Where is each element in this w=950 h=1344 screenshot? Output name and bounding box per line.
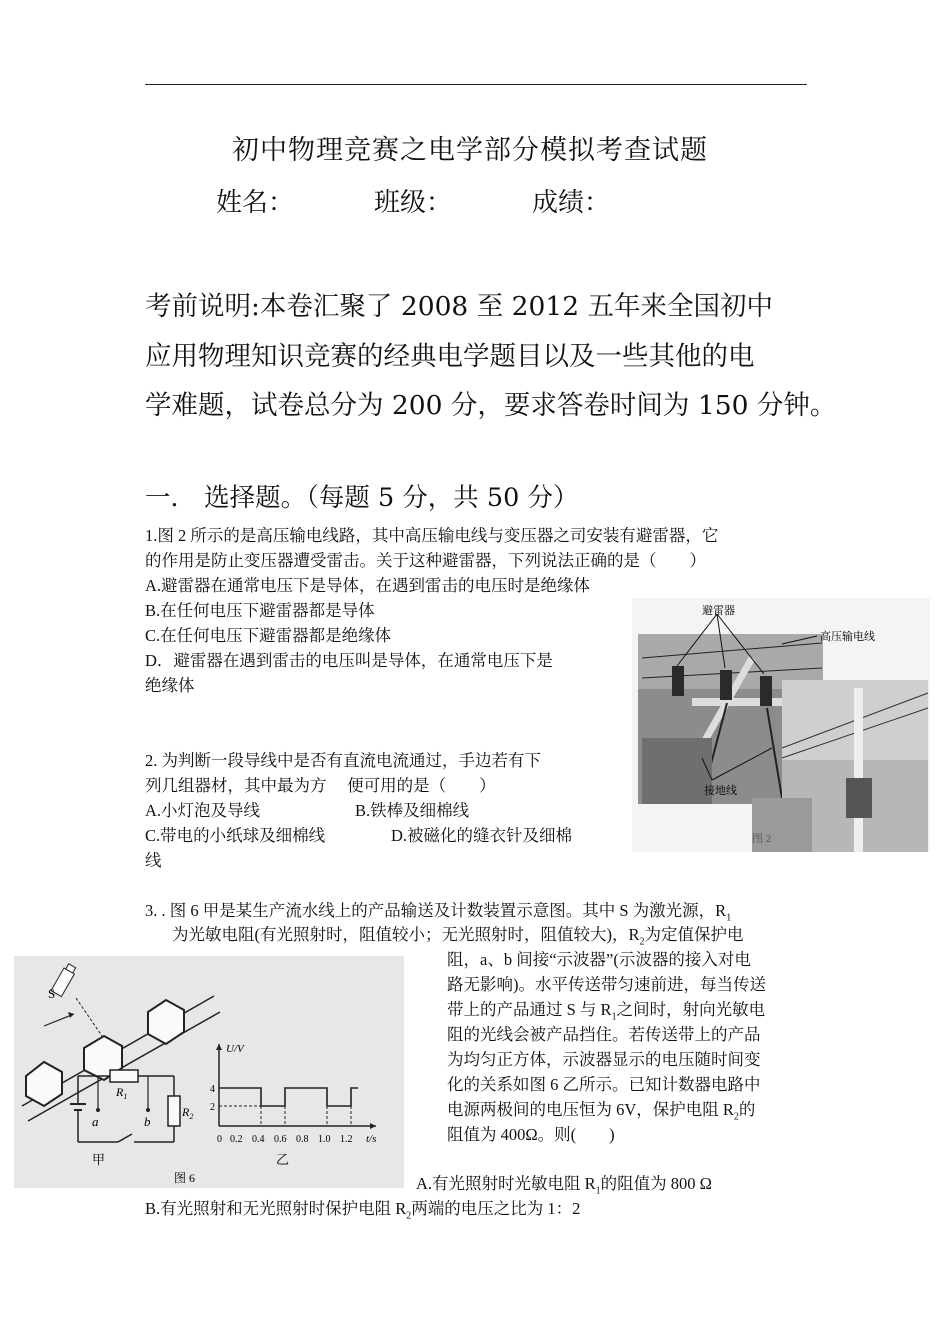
- q3-line-5: 带上的产品通过 S 与 $R_1$之间时，射向光敏电: [447, 1000, 766, 1023]
- y-tick-4: 4: [210, 1084, 215, 1095]
- intro-line-2: 应用物理知识竞赛的经典电学题目以及一些其他的电: [145, 341, 755, 372]
- q2-stem-1: 2. 为判断一段导线中是否有直流电流通过，手边若有下: [145, 751, 541, 770]
- q3-line-6: 阻的光线会被产品挡住。若传送带上的产品: [447, 1025, 761, 1044]
- q2-stem-2: 列几组器材，其中最为方 便可用的是（ ）: [145, 776, 496, 795]
- y-tick-2: 2: [210, 1102, 215, 1113]
- header-rule: [145, 84, 807, 85]
- q1-option-b: B.在任何电压下避雷器都是导体: [145, 601, 375, 620]
- intro-line-3: 学难题，试卷总分为 200 分，要求答卷时间为 150 分钟。: [145, 390, 837, 421]
- figure-6-caption: 图 6: [174, 1171, 196, 1185]
- x-tick-0-4: 0.4: [252, 1134, 265, 1145]
- page-title: 初中物理竞赛之电学部分模拟考查试题: [232, 135, 708, 166]
- x-tick-0-8: 0.8: [296, 1134, 309, 1145]
- x-tick-0-2: 0.2: [230, 1134, 243, 1145]
- label-r2: $R_2$: [182, 1105, 194, 1121]
- label-yi: 乙: [276, 1152, 290, 1167]
- q1-stem-1: 1.图 2 所示的是高压输电线路，其中高压输电线与变压器之司安装有避雷器，它: [145, 526, 719, 545]
- x-tick-1-0: 1.0: [318, 1134, 331, 1145]
- q3-line-7: 为均匀正方体，示波器显示的电压随时间变: [447, 1050, 761, 1069]
- label-jia: 甲: [92, 1152, 106, 1167]
- q3-option-a: A.有光照射时光敏电阻 $R_1$的阻值为 800 Ω: [416, 1174, 712, 1197]
- q1-option-d: D．避雷器在遇到雷击的电压叫是导体，在通常电压下是: [145, 651, 553, 670]
- x-tick-0-6: 0.6: [274, 1134, 287, 1145]
- figure-6: [14, 956, 404, 1188]
- label-ground-wire: 接地线: [704, 785, 737, 797]
- label-b: b: [144, 1114, 151, 1129]
- figure-2-photo: [632, 598, 930, 852]
- q3-line-8: 化的关系如图 6 乙所示。已知计数器电路中: [447, 1075, 761, 1094]
- score-label: 成绩：: [532, 188, 611, 218]
- q2-option-c: C.带电的小纸球及细棉线: [145, 826, 326, 845]
- x-axis-label: t/s: [366, 1133, 377, 1145]
- q2-option-a: A.小灯泡及导线: [145, 801, 261, 820]
- label-laser-s: S: [48, 986, 56, 1001]
- y-axis-label: U/V: [226, 1043, 244, 1055]
- q3-line-9: 电源两极间的电压恒为 6V，保护电阻 $R_2$的: [447, 1100, 756, 1123]
- q3-line-2: 为光敏电阻(有光照射时，阻值较小；无光照射时，阻值较大)，$R_2$为定值保护电: [172, 925, 744, 948]
- q3-line-3: 阻，a、b 间接“示波器”(示波器的接入对电: [447, 950, 751, 969]
- name-label: 姓名：: [216, 188, 295, 218]
- q1-option-c: C.在任何电压下避雷器都是绝缘体: [145, 626, 392, 645]
- q1-stem-2: 的作用是防止变压器遭受雷击。关于这种避雷器，下列说法正确的是（ ）: [145, 551, 706, 570]
- x-tick-0: 0: [217, 1134, 222, 1145]
- q2-option-d: D.被磁化的缝衣针及细棉: [391, 826, 573, 845]
- intro-line-1: 考前说明:本卷汇聚了 2008 至 2012 五年来全国初中: [145, 291, 774, 322]
- figure-2-caption: 图 2: [752, 833, 772, 845]
- q1-option-a: A.避雷器在通常电压下是导体，在遇到雷击的电压时是绝缘体: [145, 576, 591, 595]
- x-tick-1-2: 1.2: [340, 1134, 353, 1145]
- label-high-voltage-line: 高压输电线: [820, 631, 875, 643]
- section-heading: 一． 选择题。（每题 5 分，共 50 分）: [145, 483, 579, 513]
- q3-line-10: 阻值为 400Ω。则( ): [447, 1125, 615, 1144]
- label-arrester: 避雷器: [702, 605, 735, 617]
- q3-line-1: 3. . 图 6 甲是某生产流水线上的产品输送及计数装置示意图。其中 S 为激光源，$R_1$: [145, 901, 732, 924]
- q3-line-4: 路无影响)。水平传送带匀速前进，每当传送: [447, 975, 766, 994]
- q3-option-b: B.有光照射和无光照射时保护电阻 $R_2$两端的电压之比为 1：2: [145, 1199, 581, 1222]
- label-r1: $R_1$: [116, 1085, 128, 1101]
- q2-option-b: B.铁棒及细棉线: [355, 801, 470, 820]
- label-a: a: [92, 1114, 99, 1129]
- q1-option-d-cont: 绝缘体: [145, 676, 195, 695]
- q2-option-d-cont: 线: [145, 851, 162, 870]
- class-label: 班级：: [374, 188, 453, 218]
